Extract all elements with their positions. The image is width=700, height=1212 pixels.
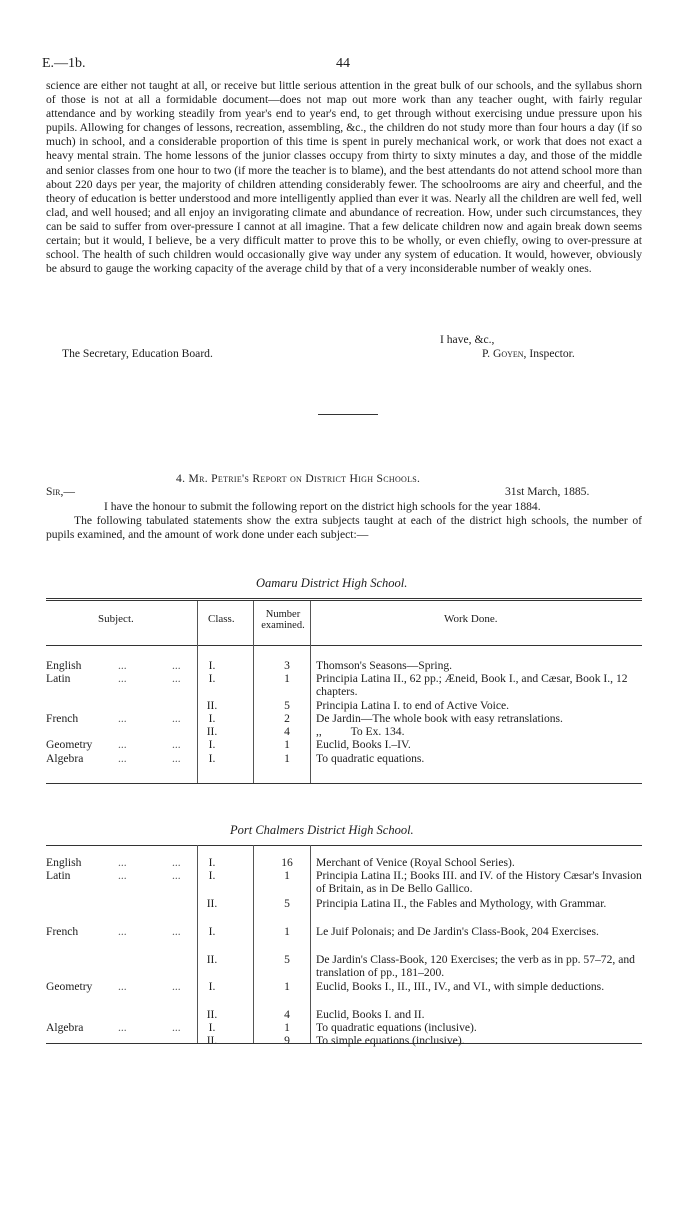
oamaru-col-divider-1 [197, 601, 198, 645]
col-header-number: Number examined. [261, 609, 305, 631]
report-salutation: Sir,— [46, 485, 75, 498]
col-header-work: Work Done. [444, 613, 498, 625]
port-chalmers-table-title: Port Chalmers District High School. [230, 823, 414, 837]
port-chalmers-top-rule [46, 845, 642, 846]
oamaru-table-title: Oamaru District High School. [256, 576, 408, 590]
port-chalmers-divider-1 [197, 845, 198, 1043]
report-title: 4. Mr. Petrie's Report on District High Schools. [176, 472, 421, 485]
port-chalmers-bottom-rule [46, 1043, 642, 1044]
signature-name: P. Goyen, [482, 347, 527, 360]
table-row: Geometry ... ... I. 1 Euclid, Books I., II., III., IV., and VI., with simple deductions. [46, 980, 605, 993]
table-row: Geometry ... ... I. 1 Euclid, Books I.–IV. [46, 738, 411, 751]
letter-closing: I have, &c., [440, 333, 495, 346]
oamaru-table-body [46, 659, 642, 779]
table-row: II. 4 Euclid, Books I. and II. [206, 1008, 425, 1021]
table-row: Latin ... ... I. 1 Principia Latina II., 62 pp.; Æneid, Book I., and Cæsar, Book I., 12 chapters. [46, 672, 628, 698]
oamaru-body-divider-1 [197, 645, 198, 783]
page-number: 44 [336, 56, 350, 71]
oamaru-body-divider-3 [310, 645, 311, 783]
table-row: II. 5 De Jardin's Class-Book, 120 Exercises; the verb as in pp. 57–72, and translation of pp., 181–200. [206, 953, 635, 979]
col-header-subject: Subject. [98, 613, 134, 625]
oamaru-bottom-rule [46, 783, 642, 784]
port-chalmers-divider-2 [253, 845, 254, 1043]
table-row: Algebra ... ... I. 1 To quadratic equations. [46, 752, 425, 765]
letter-body: science are either not taught at all, or receive but little serious attention in the great bulk of our schools, and the syllabus shorn of those is not at all a formidable document—does not map out more work than any teacher ought, with fairly regular attendance and by working steadily from year's end to year's end, to get through without exercising undue pressure upon his pupils. Allowing for changes of lessons, recreation, assembling, &c., the children do not study more than four hours a day (if so much) in school, and a considerable proportion of this time is spent in purely mechanical work, or work that does not exact a heavy mental strain. The home lessons of the junior classes occupy from thirty to sixty minutes a day, and those of the middle and senior classes from one hour to two (if more the teacher is to blame), and the best attendants do not attend school more than about 220 days per year, the majority of children attending considerably fewer. The schoolrooms are airy and cheerful, and the theory of education is better understood and more intelligently applied than ever it was. Nearly all the children are well fed, well clad, and well housed; and all enjoy an invigorating climate and abundance of recreation. How, under such circumstances, they can be said to suffer from over-pressure I cannot at all imagine. That a few delicate children now and again break down seems certain; but it would, I believe, be a very difficult matter to prove this to be wholly, or even chiefly, owing to over-pressure at school. The health of such children would occasionally give way under any system of education. It would, however, obviously be absurd to gauge the working capacity of the average child by that of a very inconsiderable number of weakly ones. [46, 79, 642, 276]
page-reference: E.—1b. [42, 56, 86, 71]
table-row: Algebra ... ... I. 1 To quadratic equations (inclusive). [46, 1021, 477, 1034]
table-row: II. 5 Principia Latina I. to end of Active Voice. [206, 699, 510, 712]
table-row: English ... ... I. 3 Thomson's Seasons—Spring. [46, 659, 453, 672]
table-row: II. 9 To simple equations (inclusive). [206, 1034, 465, 1047]
table-row: English ... ... I. 16 Merchant of Venice (Royal School Series). [46, 856, 515, 869]
table-row: French ... ... I. 2 De Jardin—The whole book with easy retranslations. [46, 712, 563, 725]
report-intro [46, 500, 642, 542]
letter-addressee: The Secretary, Education Board. [62, 347, 213, 360]
port-chalmers-table-body [46, 856, 642, 1047]
oamaru-body-divider-2 [253, 645, 254, 783]
report-date: 31st March, 1885. [505, 485, 590, 498]
letter-signature [482, 347, 575, 360]
col-header-class: Class. [208, 613, 235, 625]
oamaru-top-rule-2 [46, 600, 642, 601]
table-row: Latin ... ... I. 1 Principia Latina II.; Books III. and IV. of the History Cæsar's Invasion of Britain, as in De Bello Gallico. [46, 869, 642, 895]
section-divider [318, 414, 378, 415]
table-row: II. 4 ,, To Ex. 134. [206, 725, 405, 738]
port-chalmers-divider-3 [310, 845, 311, 1043]
oamaru-col-divider-3 [310, 601, 311, 645]
oamaru-col-divider-2 [253, 601, 254, 645]
table-row: French ... ... I. 1 Le Juif Polonais; and De Jardin's Class-Book, 204 Exercises. [46, 925, 599, 938]
table-row: II. 5 Principia Latina II., the Fables and Mythology, with Grammar. [206, 897, 607, 910]
oamaru-header-rule [46, 645, 642, 646]
report-para-2: The following tabulated statements show the extra subjects taught at each of the district high schools, the number of pupils examined, and the amount of work done under each subject:— [46, 514, 642, 542]
signature-title: Inspector. [529, 347, 575, 360]
oamaru-top-rule [46, 598, 642, 599]
report-para-1: I have the honour to submit the following report on the district high schools for the year 1884. [104, 500, 541, 513]
